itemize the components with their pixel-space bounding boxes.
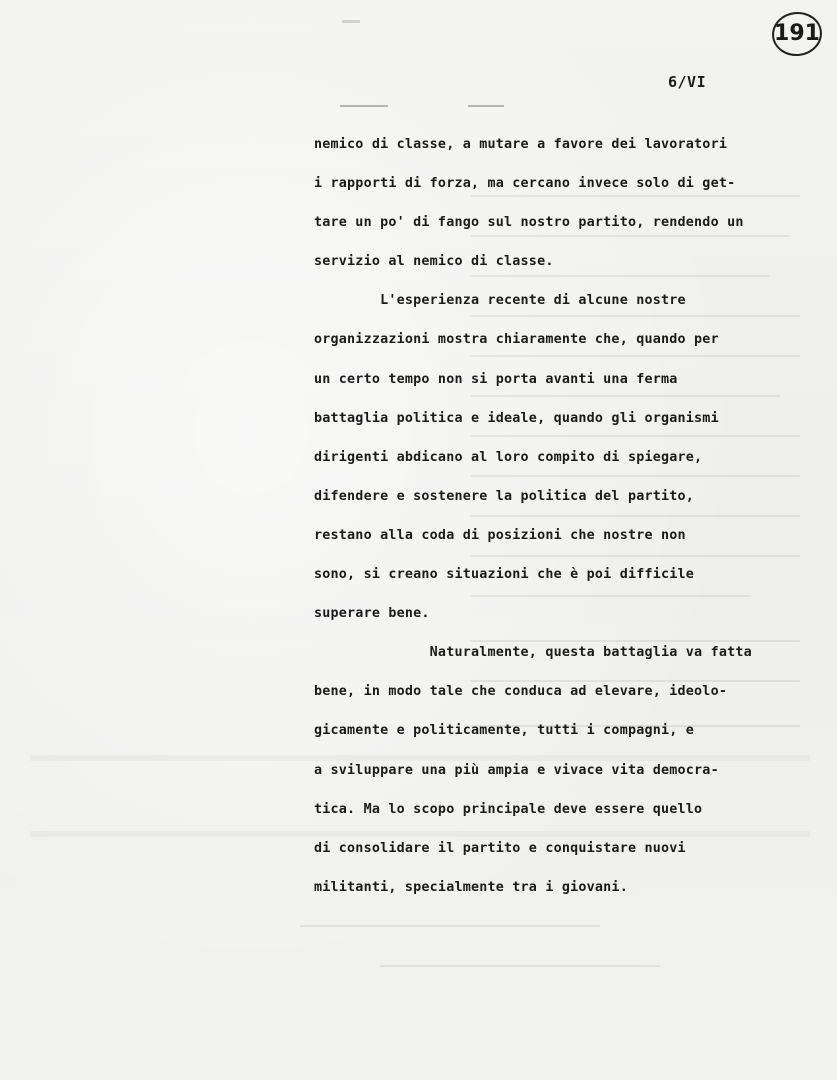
text-line: superare bene. [314,606,430,622]
text-line: battaglia politica e ideale, quando gli organismi [314,410,719,426]
text-line: restano alla coda di posizioni che nostre non [314,527,686,543]
text-line: servizio al nemico di classe. [314,254,554,270]
text-line: Naturalmente, questa battaglia va fatta [314,645,752,661]
header-rule-left [340,105,388,107]
body-text [314,130,829,912]
text-line: organizzazioni mostra chiaramente che, quando per [314,332,719,348]
text-line: difendere e sostenere la politica del partito, [314,488,695,504]
text-line: sono, si creano situazioni che è poi difficile [314,567,695,583]
text-line: a sviluppare una più ampia e vivace vita democra- [314,762,719,778]
text-line: gicamente e politicamente, tutti i compagni, e [314,723,695,739]
text-line: bene, in modo tale che conduca ad elevare, ideolo- [314,684,728,700]
header-rule-right [468,105,504,107]
page-number: 191 [774,21,820,46]
text-line: i rapporti di forza, ma cercano invece solo di get- [314,176,736,192]
text-line: nemico di classe, a mutare a favore dei lavoratori [314,137,728,152]
sheet-reference: 6/VI [668,73,707,91]
text-line: militanti, specialmente tra i giovani. [314,879,628,895]
text-line: di consolidare il partito e conquistare nuovi [314,840,686,856]
text-line: L'esperienza recente di alcune nostre [314,293,686,309]
margin-mark [342,20,360,23]
text-line: un certo tempo non si porta avanti una ferma [314,371,678,387]
text-line: tica. Ma lo scopo principale deve essere quello [314,801,703,817]
text-line: tare un po' di fango sul nostro partito, rendendo un [314,215,744,231]
text-line: dirigenti abdicano al loro compito di spiegare, [314,449,703,465]
